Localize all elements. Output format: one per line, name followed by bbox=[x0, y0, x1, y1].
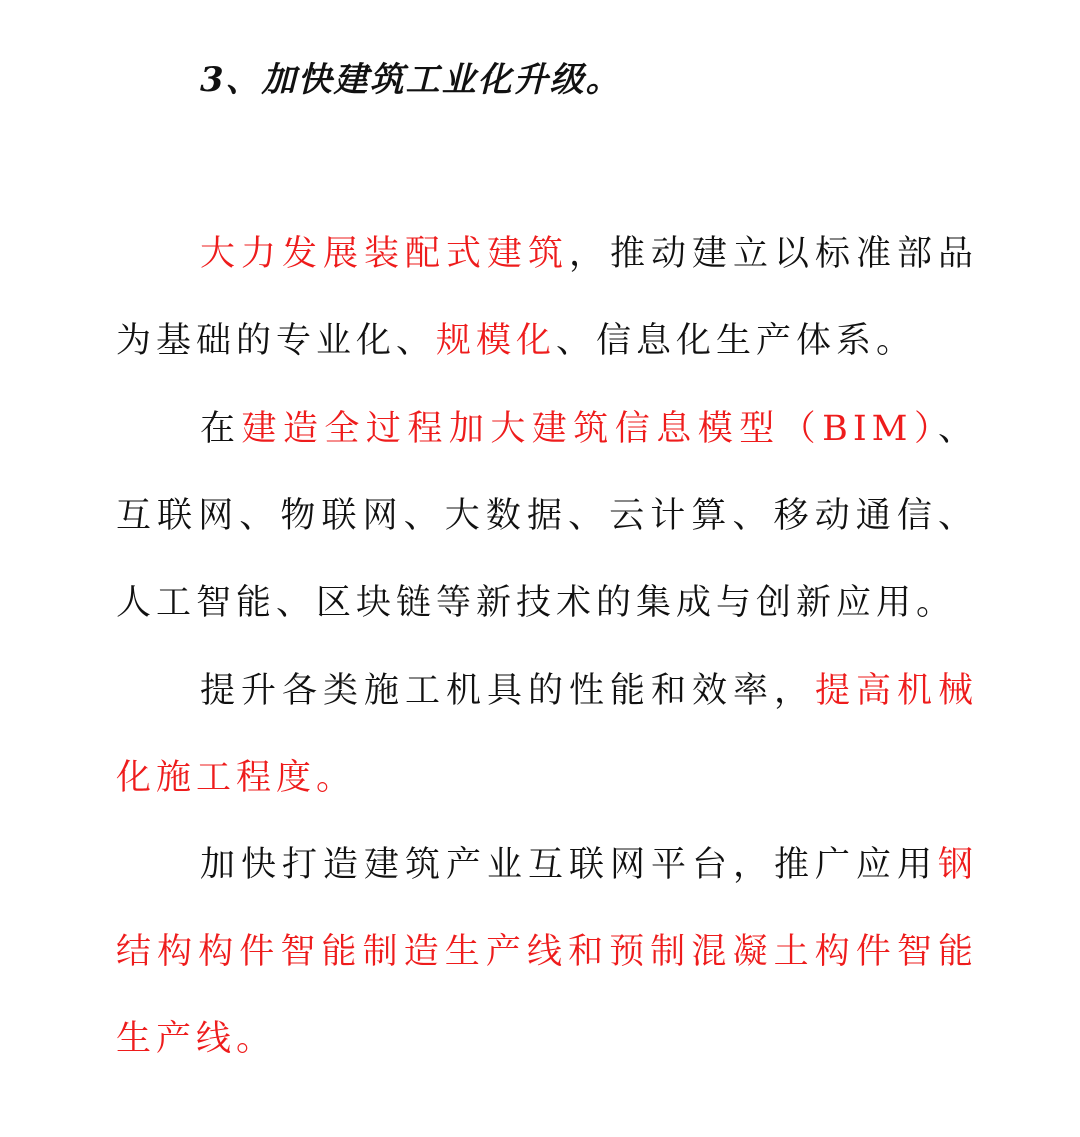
text-segment: 在 bbox=[200, 409, 242, 449]
text-segment: 、信息化生产体系。 bbox=[556, 321, 917, 361]
text-segment: 大力发展装配式建筑 bbox=[200, 234, 569, 274]
text-segment: 钢结构构件智能制造生产线和预制混凝土构件智能生产线。 bbox=[116, 845, 978, 1059]
text-segment: 提升各类施工机具的性能和效率， bbox=[200, 671, 815, 711]
section-heading: 3、加快建筑工业化升级。 bbox=[200, 60, 622, 100]
paragraph-prefab-building bbox=[116, 211, 978, 385]
paragraph-bim-technology bbox=[116, 386, 978, 647]
text-segment: 规模化 bbox=[436, 321, 557, 361]
text-segment: 加快打造建筑产业互联网平台，推广应用 bbox=[200, 845, 938, 885]
text-segment: 提高机械化施工程度。 bbox=[116, 671, 978, 798]
paragraph-construction-machinery bbox=[116, 648, 978, 822]
text-segment: 建造全过程加大建筑信息模型（BIM） bbox=[241, 409, 938, 449]
paragraph-industry-internet bbox=[116, 822, 978, 1083]
text-segment: ，推动建立以标准部品为基础的专业化、 bbox=[116, 234, 978, 361]
text-segment: 、互联网、物联网、大数据、云计算、移动通信、人工智能、区块链等新技术的集成与创新应用。 bbox=[116, 409, 978, 623]
